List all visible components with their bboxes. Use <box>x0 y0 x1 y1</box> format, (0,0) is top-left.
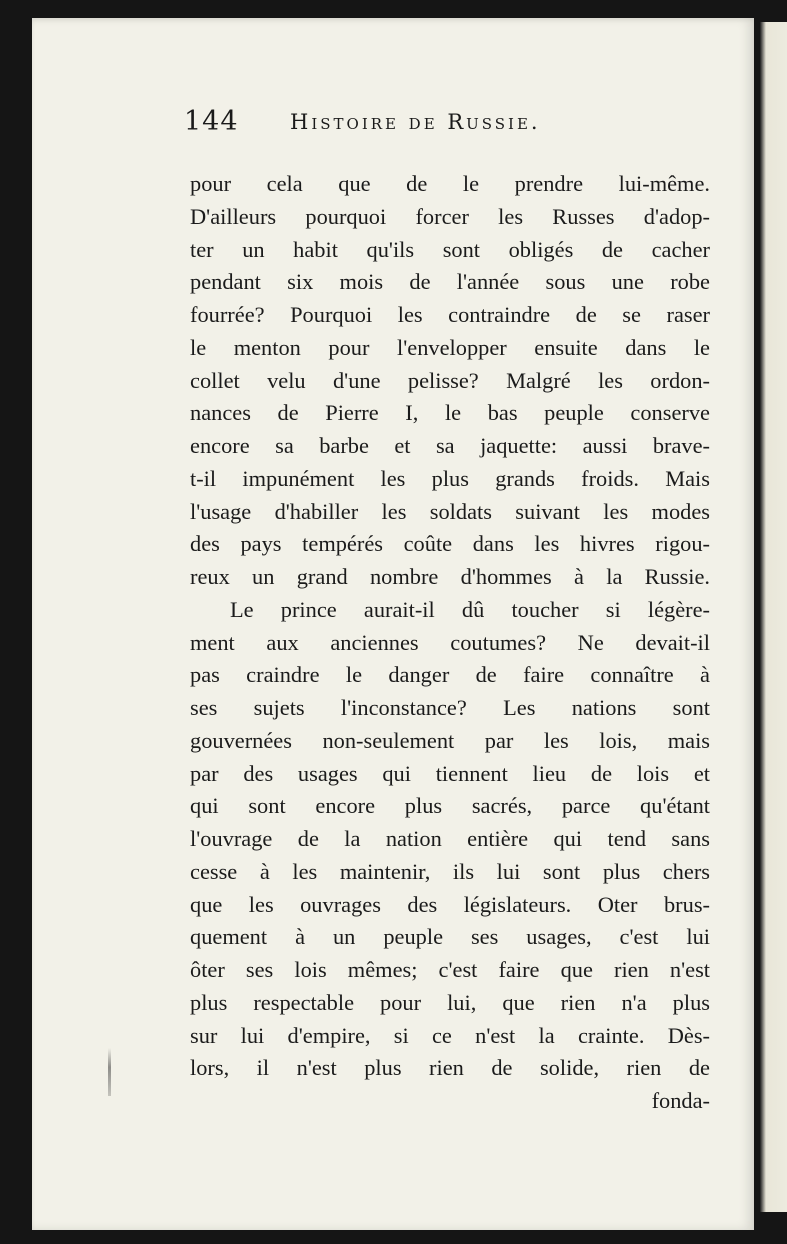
text-line: plus respectable pour lui, que rien n'a plus <box>190 989 710 1015</box>
book-page <box>32 18 754 1230</box>
text-line: ôter ses lois mêmes; c'est faire que rien n'est <box>190 957 710 982</box>
paragraph-start-line: Le prince aurait-il dû toucher si légère- <box>230 596 710 622</box>
page-header <box>184 102 614 142</box>
body-text <box>190 168 710 1118</box>
running-head: Histoire de Russie. <box>290 110 541 134</box>
text-line: nances de Pierre I, le bas peuple conserve <box>190 400 710 426</box>
catchword: fonda- <box>651 1088 710 1113</box>
text-line: encore sa barbe et sa jaquette: aussi brave- <box>190 433 710 458</box>
text-line: pendant six mois de l'année sous une robe <box>190 269 710 295</box>
text-line: D'ailleurs pourquoi forcer les Russes d'adop- <box>190 203 710 229</box>
text-line: le menton pour l'envelopper ensuite dans le <box>190 334 710 360</box>
text-line: ses sujets l'inconstance? Les nations sont <box>190 695 710 720</box>
text-line: que les ouvrages des législateurs. Oter brus- <box>190 891 710 917</box>
margin-mark <box>108 1048 111 1096</box>
text-line: l'ouvrage de la nation entière qui tend sans <box>190 826 710 851</box>
text-line: collet velu d'une pelisse? Malgré les ordon- <box>190 367 710 393</box>
text-line: cesse à les maintenir, ils lui sont plus chers <box>190 858 710 884</box>
text-line: des pays tempérés coûte dans les hivres rigou- <box>190 531 710 557</box>
text-line: lors, il n'est plus rien de solide, rien de <box>190 1055 710 1081</box>
text-line: sur lui d'empire, si ce n'est la crainte. Dès- <box>190 1022 710 1048</box>
text-line: quement à un peuple ses usages, c'est lui <box>190 924 710 950</box>
text-line: l'usage d'habiller les soldats suivant les modes <box>190 498 710 524</box>
text-line: gouvernées non-seulement par les lois, mais <box>190 727 710 753</box>
text-line: fourrée? Pourquoi les contraindre de se raser <box>190 302 710 327</box>
next-page-edge <box>760 22 787 1212</box>
text-line: pour cela que de le prendre lui-même. <box>190 171 710 196</box>
text-line: pas craindre le danger de faire connaître à <box>190 662 710 688</box>
text-line: qui sont encore plus sacrés, parce qu'étant <box>190 793 710 819</box>
text-line: ment aux anciennes coutumes? Ne devait-il <box>190 629 710 655</box>
page-number: 144 <box>184 106 239 137</box>
text-line: par des usages qui tiennent lieu de lois et <box>190 760 710 786</box>
text-line: t-il impunément les plus grands froids. Mais <box>190 465 710 491</box>
text-line: reux un grand nombre d'hommes à la Russie. <box>190 564 710 589</box>
text-line: ter un habit qu'ils sont obligés de cacher <box>190 236 710 262</box>
